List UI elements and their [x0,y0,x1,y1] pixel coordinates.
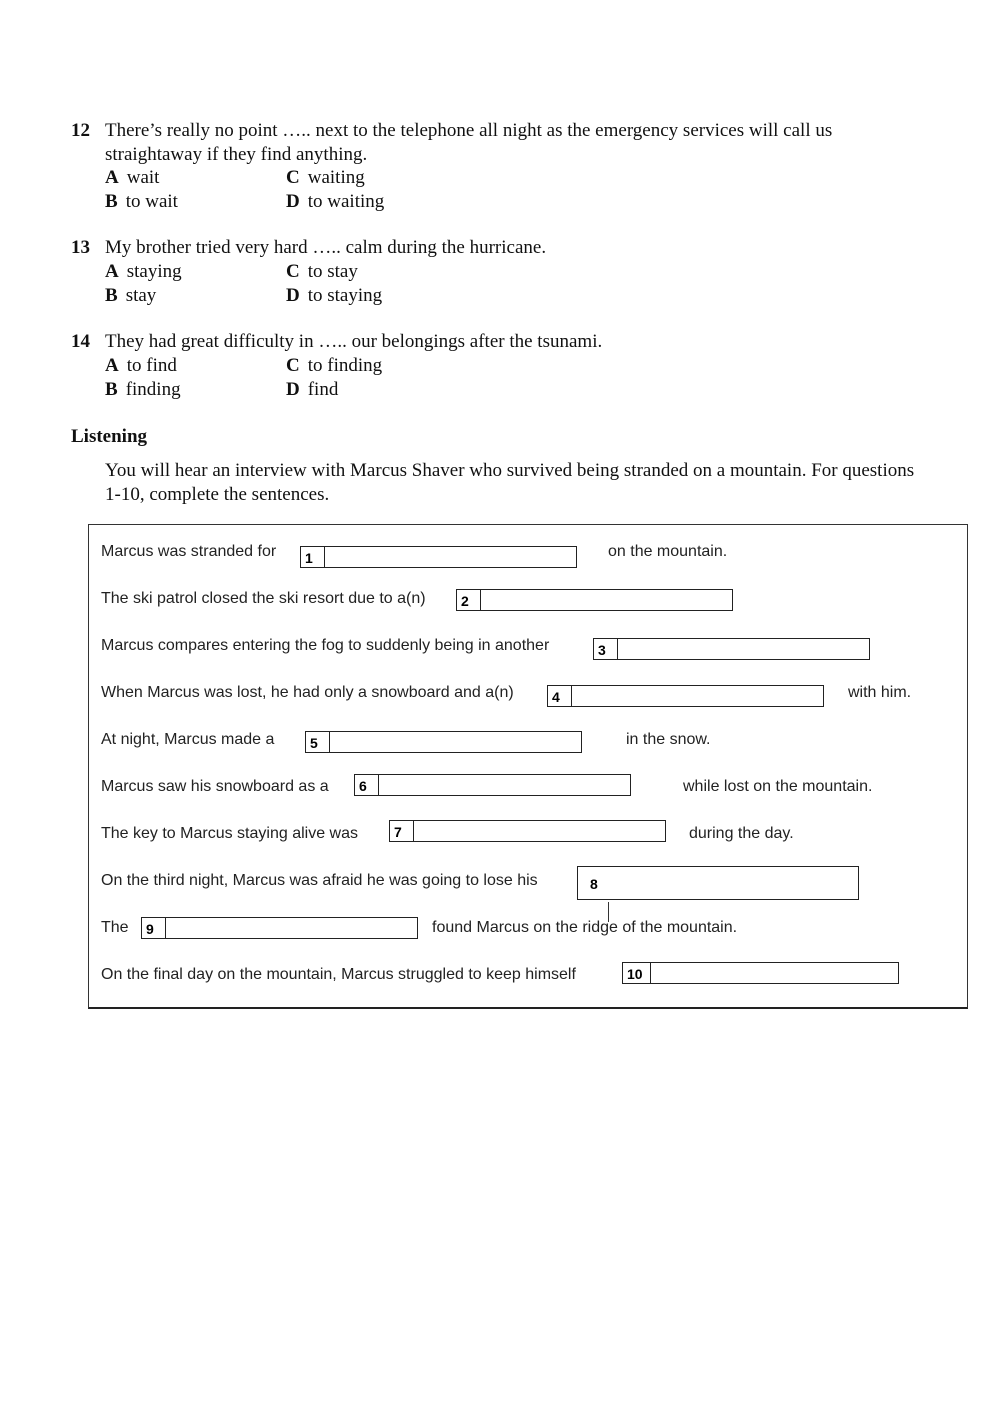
sentence-2-start: The ski patrol closed the ski resort due to a(n) [101,590,426,607]
option-d[interactable]: D find [286,378,339,400]
section-instructions: You will hear an interview with Marcus Shaver who survived being stranded on a mountain. For questions 1-10, complete the sentences. [105,460,915,505]
field-number: 2 [457,590,481,610]
sentence-3-start: Marcus compares entering the fog to suddenly being in another [101,637,550,654]
option-a[interactable]: A staying [105,260,182,282]
question-13 [71,236,931,307]
question-number: 13 [71,237,90,258]
answer-field-10[interactable] [622,962,899,984]
sentence-7-start: The key to Marcus staying alive was [101,825,358,842]
sentence-9-start: The [101,919,129,936]
sentence-10-start: On the final day on the mountain, Marcus struggled to keep himself [101,966,576,983]
sentence-4-end: with him. [848,684,912,701]
answer-options [105,354,931,401]
option-d[interactable]: D to staying [286,284,383,306]
field-number: 7 [390,821,414,841]
sentence-4-start: When Marcus was lost, he had only a snowboard and a(n) [101,684,514,701]
question-stem: They had great difficulty in ….. our belongings after the tsunami. [105,331,603,352]
question-stem: My brother tried very hard ….. calm during the hurricane. [105,237,547,258]
answer-field-9[interactable] [141,917,418,939]
answer-options [105,260,931,307]
sentence-1-end: on the mountain. [608,543,728,560]
question-stem: There’s really no point ….. next to the telephone all night as the emergency services will call us straightaway if they find anything. [105,120,833,165]
field-number: 8 [590,876,598,892]
answer-field-3[interactable] [593,638,870,660]
answer-field-5[interactable] [305,731,582,753]
field-number: 1 [301,547,325,567]
sentence-9-end: found Marcus on the ridge of the mountain. [432,919,738,936]
field-number: 10 [623,963,651,983]
option-b[interactable]: B to wait [105,191,178,212]
answer-field-7[interactable] [389,820,666,842]
question-number: 12 [71,120,90,141]
sentence-7-end: during the day. [689,825,794,842]
sentence-8-start: On the third night, Marcus was afraid he was going to lose his [101,872,538,889]
option-d[interactable]: D to waiting [286,191,385,212]
answer-field-8[interactable] [577,866,859,900]
option-b[interactable]: B stay [105,284,157,306]
field-number: 5 [306,732,330,752]
answer-field-6[interactable] [354,774,631,796]
answer-field-2[interactable] [456,589,733,611]
option-a[interactable]: A to find [105,354,177,376]
sentence-6-end: while lost on the mountain. [683,778,873,795]
section-title: Listening [71,426,148,447]
sentence-5-end: in the snow. [626,731,711,748]
field-number: 4 [548,686,572,706]
question-number: 14 [71,331,90,352]
field-number: 6 [355,775,379,795]
option-b[interactable]: B finding [105,378,181,400]
question-12 [71,119,931,213]
option-c[interactable]: C to finding [286,354,383,376]
question-14 [71,330,931,401]
sentence-6-start: Marcus saw his snowboard as a [101,778,329,795]
field-number: 9 [142,918,166,938]
sentence-5-start: At night, Marcus made a [101,731,275,748]
option-a[interactable]: A wait [105,167,160,188]
answer-field-1[interactable] [300,546,577,568]
answer-field-4[interactable] [547,685,824,707]
option-c[interactable]: C to stay [286,260,358,282]
option-c[interactable]: C waiting [286,167,365,188]
answer-options [105,166,931,213]
field-number: 3 [594,639,618,659]
sentence-1-start: Marcus was stranded for [101,543,277,560]
